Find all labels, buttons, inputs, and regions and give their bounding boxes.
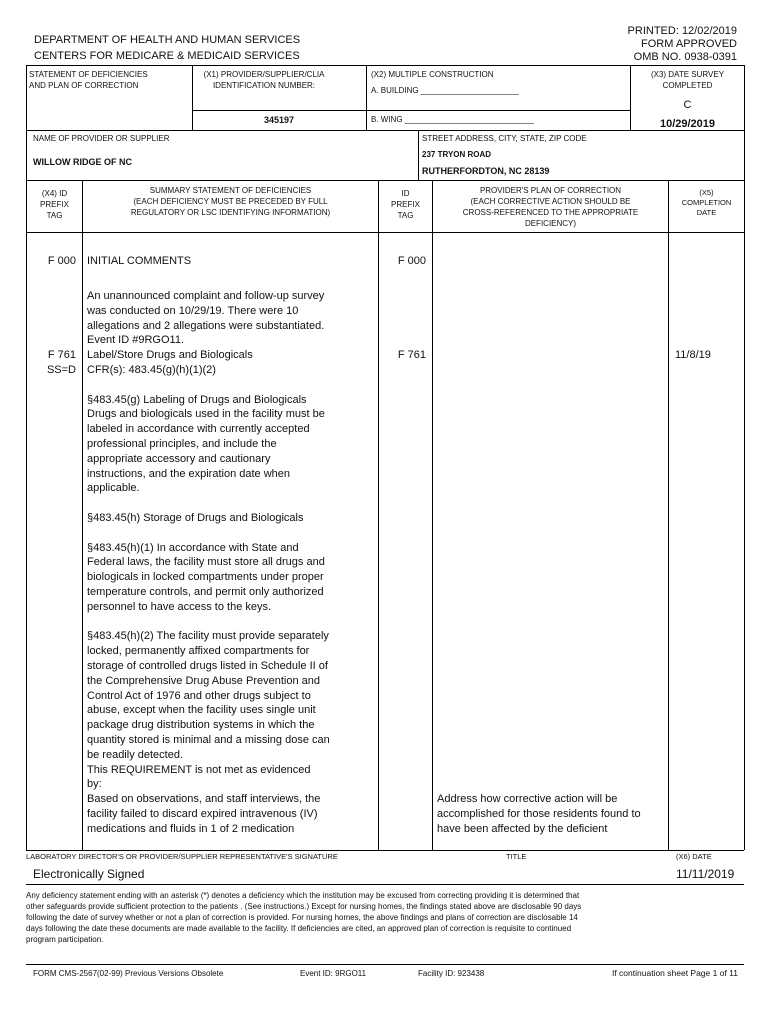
x3-date: 10/29/2019 [659,118,716,130]
x1-label: (X1) PROVIDER/SUPPLIER/CLIA IDENTIFICATION NUMBER: [203,70,325,90]
x2-label: (X2) MULTIPLE CONSTRUCTION [371,70,494,79]
x2-wing: B. WING _____________________________ [371,115,534,124]
address-label: STREET ADDRESS, CITY, STATE, ZIP CODE [422,134,587,143]
storage-h2-paragraph: §483.45(h)(2) The facility must provide separately locked, permanently affixed compartments for storage of controlled drugs listed in Schedule II of the Comprehensive Drug Abuse Prevention and Control Act of 1976 and other drugs subject to abuse, except when the facility uses single unit package drug distribution systems in which the quantity stored is minimal and a missing dose can be readily detected. This REQUIREMENT is not met as evidenced by: Based on observations, and staff interviews, the facility failed to discard expired intravenous (IV) medications and fluids in 1 of 2 medication [87,630,330,835]
printed-date: PRINTED: 12/02/2019 [627,25,737,37]
omb-number: OMB NO. 0938-0391 [633,51,737,63]
f761-cfr: CFR(s): 483.45(g)(h)(1)(2) [87,363,216,376]
statement-label: STATEMENT OF DEFICIENCIES AND PLAN OF CORRECTION [29,70,148,90]
col-x5-header: (X5) COMPLETION DATE [681,188,732,217]
form-number: FORM CMS-2567(02-99) Previous Versions Obsolete [33,969,224,978]
tag-f000-right: F 000 [397,255,426,267]
labeling-paragraph: §483.45(g) Labeling of Drugs and Biologicals Drugs and biologicals used in the facility must be labeled in accordance with currently accepted professional principles, and include the appropriate accessory and cautionary instructions, and the expiration date when applicable. [87,393,325,495]
signature-value: Electronically Signed [33,867,145,881]
plan-of-correction-text: Address how corrective action will be accomplished for those residents found to have been affected by the deficient [437,793,641,835]
x3-code: C [683,99,692,111]
x1-value: 345197 [263,115,295,125]
event-id: Event ID: 9RGO11 [300,969,367,978]
agency-line-2: CENTERS FOR MEDICARE & MEDICAID SERVICES [34,50,300,62]
col-summary-header: SUMMARY STATEMENT OF DEFICIENCIES (EACH DEFICIENCY MUST BE PRECEDED BY FULL REGULATORY OR LSC IDENTIFYING INFORMATION) [130,186,331,217]
page-indicator: If continuation sheet Page 1 of 11 [611,968,738,978]
x3-label: (X3) DATE SURVEY COMPLETED [650,70,725,90]
f761-title: Label/Store Drugs and Biologicals [87,349,253,362]
col-plan-header: PROVIDER'S PLAN OF CORRECTION (EACH CORRECTIVE ACTION SHOULD BE CROSS-REFERENCED TO THE APPROPRIATE DEFICIENCY) [462,186,639,228]
provider-name: WILLOW RIDGE OF NC [33,157,132,167]
city-state-zip: RUTHERFORDTON, NC 28139 [422,166,550,176]
x6-date-label: (X6) DATE [676,852,712,861]
storage-heading: §483.45(h) Storage of Drugs and Biologicals [87,511,304,524]
signature-date: 11/11/2019 [676,867,735,881]
tag-f761: F 761 [47,349,76,361]
signature-label: LABORATORY DIRECTOR'S OR PROVIDER/SUPPLIER REPRESENTATIVE'S SIGNATURE [26,852,338,861]
agency-line-1: DEPARTMENT OF HEALTH AND HUMAN SERVICES [34,34,301,46]
disclaimer-text: Any deficiency statement ending with an asterisk (*) denotes a deficiency which the institution may be excused from correcting providing it is determined that other safeguards provide sufficient protection to the patients . (See instructions.) Except for nursing homes, the findings stated above are disclosable 90 days following the date of survey whether or not a plan of correction is provided. For nursing homes, the above findings and plans of correction are disclosable 14 days following the date these documents are made available to the facility. If deficiencies are cited, an approved plan of correction is requisite to continued program participation. [26,891,582,944]
provider-name-label: NAME OF PROVIDER OR SUPPLIER [33,134,170,143]
survey-intro-paragraph: An unannounced complaint and follow-up survey was conducted on 10/29/19. There were 10 allegations and 2 allegations were substantiated. Event ID #9RGO11. [87,290,325,347]
storage-h1-paragraph: §483.45(h)(1) In accordance with State and Federal laws, the facility must store all drugs and biologicals in locked compartments under proper temperature controls, and permit only authorized personnel to have access to the keys. [87,541,325,613]
form-approved: FORM APPROVED [641,38,737,50]
x2-building: A. BUILDING ______________________ [371,86,519,95]
tag-f761-right: F 761 [397,349,426,361]
title-label: TITLE [506,852,527,861]
scope-severity: SS=D [46,364,76,376]
col-id-header: ID PREFIX TAG [391,189,420,220]
facility-id: Facility ID: 923438 [418,969,485,978]
completion-date-f761: 11/8/19 [675,349,711,361]
col-x4-header: (X4) ID PREFIX TAG [40,189,69,220]
tag-f000: F 000 [47,255,76,267]
street-address: 237 TRYON ROAD [422,150,492,159]
initial-comments-heading: INITIAL COMMENTS [87,255,192,267]
